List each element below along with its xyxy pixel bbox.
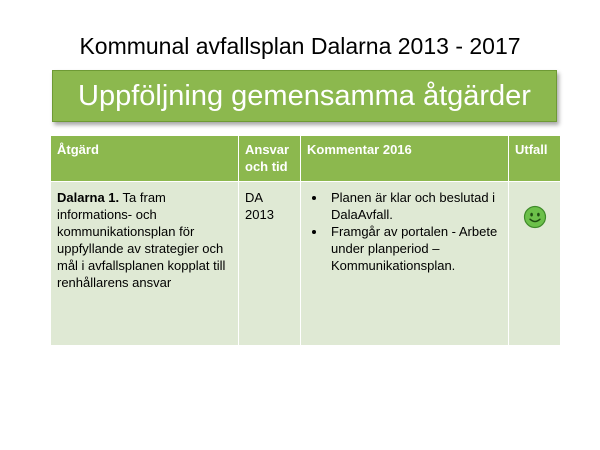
atgard-text: Ta fram informations- och kommunikationsplan för uppfyllande av strategier och mål i avfallsplanen kopplat till renhållarens ansvar (57, 190, 226, 290)
header-utfall: Utfall (509, 136, 561, 182)
section-banner (52, 70, 557, 122)
banner-title: Uppföljning gemensamma åtgärder (78, 80, 531, 112)
comment-list (307, 189, 502, 274)
cell-atgard (51, 182, 239, 346)
action-table (50, 135, 561, 346)
header-atgard: Åtgärd (51, 136, 239, 182)
cell-kommentar (301, 182, 509, 346)
table-header-row (51, 136, 561, 182)
cell-ansvar (239, 182, 301, 346)
header-ansvar-line2: och tid (245, 159, 288, 174)
smiley-icon (523, 205, 547, 229)
header-kommentar: Kommentar 2016 (301, 136, 509, 182)
header-ansvar (239, 136, 301, 182)
comment-item: • Planen är klar och beslutad i DalaAvfall. (327, 189, 502, 223)
atgard-id: Dalarna 1. (57, 190, 120, 205)
slide-title: Kommunal avfallsplan Dalarna 2013 - 2017 (79, 33, 521, 59)
comment-item: • Framgår av portalen - Arbete under planperiod – Kommunikationsplan. (327, 223, 502, 274)
ansvar-org: DA (245, 190, 264, 205)
header-ansvar-line1: Ansvar (245, 142, 290, 157)
ansvar-year: 2013 (245, 207, 274, 222)
table-row (51, 182, 561, 346)
cell-utfall (509, 182, 561, 346)
